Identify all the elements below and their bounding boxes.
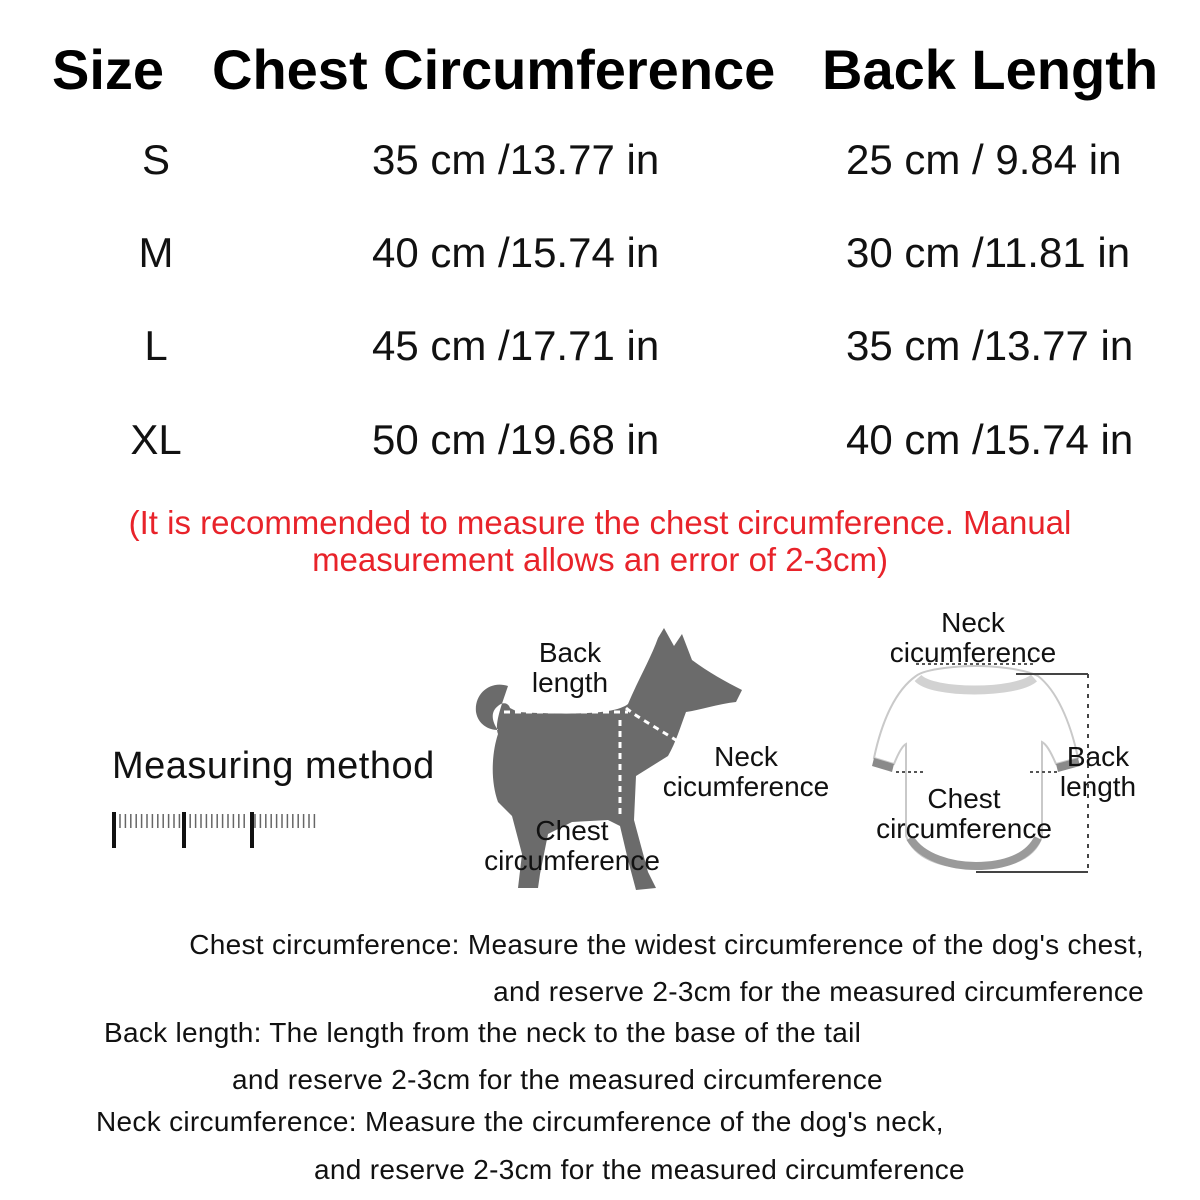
header-chest-circumference: Chest Circumference	[212, 38, 776, 101]
chest-cell: 35 cm /13.77 in	[372, 136, 660, 183]
table-row: S 35 cm /13.77 in 25 cm / 9.84 in	[0, 130, 1200, 190]
note-line-1: (It is recommended to measure the chest circumference. Manual	[128, 504, 1072, 541]
measurement-note	[0, 504, 1200, 578]
back-description-line-2: and reserve 2-3cm for the measured circumference	[232, 1064, 883, 1095]
dog-chest-label: Chest circumference	[484, 815, 660, 876]
table-row: XL 50 cm /19.68 in 40 cm /15.74 in	[0, 410, 1200, 470]
measuring-method-title: Measuring method	[112, 745, 435, 787]
table-row: L 45 cm /17.71 in 35 cm /13.77 in	[0, 316, 1200, 376]
back-cell: 35 cm /13.77 in	[846, 322, 1134, 369]
shirt-neck-label: Neck cicumference	[889, 607, 1057, 668]
table-row: M 40 cm /15.74 in 30 cm /11.81 in	[0, 223, 1200, 283]
back-cell: 30 cm /11.81 in	[846, 229, 1131, 276]
dog-back-length-label: Back length	[531, 637, 609, 698]
neck-description-line-2: and reserve 2-3cm for the measured circumference	[314, 1154, 965, 1185]
back-cell: 40 cm /15.74 in	[846, 416, 1134, 463]
shirt-back-length-label: Back length	[1059, 741, 1137, 802]
header-size: Size	[52, 38, 165, 101]
chest-description-line-2: and reserve 2-3cm for the measured circumference	[493, 976, 1144, 1007]
note-line-2: measurement allows an error of 2-3cm)	[312, 541, 888, 578]
chest-description-line-1: Chest circumference: Measure the widest circumference of the dog's chest,	[189, 929, 1144, 960]
shirt-chest-label: Chest circumference	[876, 783, 1052, 844]
neck-description-line-1: Neck circumference: Measure the circumference of the dog's neck,	[96, 1106, 944, 1137]
chest-cell: 50 cm /19.68 in	[372, 416, 660, 463]
ruler-icon	[112, 806, 322, 852]
chest-cell: 45 cm /17.71 in	[372, 322, 660, 369]
chest-cell: 40 cm /15.74 in	[372, 229, 660, 276]
back-description-line-1: Back length: The length from the neck to the base of the tail	[104, 1017, 862, 1048]
dog-neck-label: Neck cicumference	[662, 741, 830, 802]
header-back-length: Back Length	[822, 38, 1159, 101]
back-cell: 25 cm / 9.84 in	[846, 136, 1122, 183]
